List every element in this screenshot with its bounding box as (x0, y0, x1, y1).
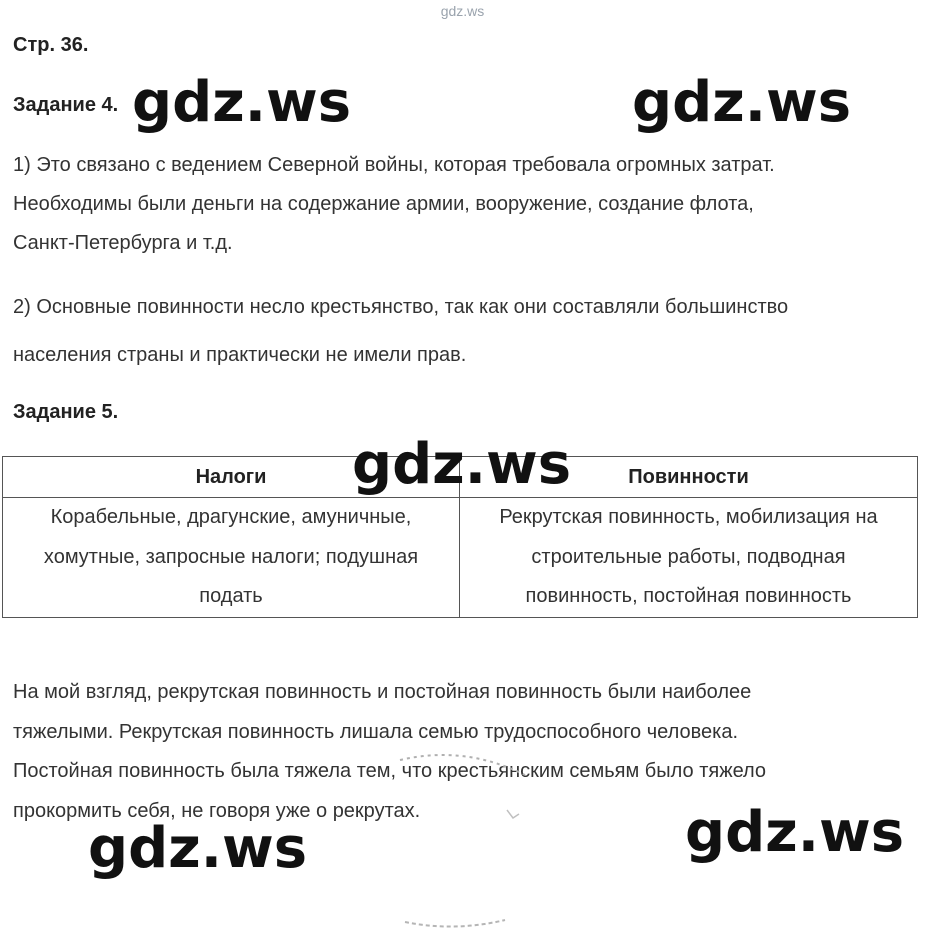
column-header-taxes: Налоги (3, 457, 460, 498)
cell-line: хомутные, запросные налоги; подушная (43, 545, 419, 568)
text-line: населения страны и практически не имели прав. (13, 344, 467, 366)
text-line: 2) Основные повинности несло крестьянство, так как они составляли большинство (13, 296, 789, 318)
column-header-duties: Повинности (460, 457, 918, 498)
cell-line: повинность, постойная повинность (525, 585, 852, 607)
text-line: Постойная повинность была тяжела тем, что крестьянским семьям было тяжело (13, 760, 767, 782)
page-title: Стр. 36. (13, 34, 89, 56)
watermark: gdz.ws (352, 432, 572, 497)
watermark: gdz.ws (88, 816, 308, 881)
top-watermark-link[interactable]: gdz.ws (440, 3, 485, 19)
cell-line: строительные работы, подводная (531, 545, 846, 568)
cell-line: подать (199, 585, 263, 607)
text-line: Санкт-Петербурга и т.д. (13, 232, 233, 254)
task4-heading: Задание 4. (13, 94, 119, 116)
task4-answer-2 (13, 283, 913, 379)
taxes-cell (3, 498, 460, 618)
watermark: gdz.ws (685, 800, 905, 865)
text-line: прокормить себя, не говоря уже о рекрутах. (13, 799, 421, 822)
text-line: тяжелыми. Рекрутская повинность лишала семью трудоспособного человека. (13, 720, 739, 743)
cell-line: Корабельные, драгунские, амуничные, (50, 506, 412, 528)
text-line: 1) Это связано с ведением Северной войны, которая требовала огромных затрат. (13, 154, 775, 176)
watermark: gdz.ws (632, 70, 852, 135)
task4-answer-1 (13, 146, 913, 263)
task5-heading: Задание 5. (13, 401, 119, 423)
duties-cell (460, 498, 918, 618)
cell-line: Рекрутская повинность, мобилизация на (499, 506, 878, 528)
text-line: Необходимы были деньги на содержание армии, вооружение, создание флота, (13, 193, 754, 215)
table-row (3, 498, 918, 618)
watermark: gdz.ws (132, 70, 352, 135)
text-line: На мой взгляд, рекрутская повинность и постойная повинность были наиболее (13, 681, 752, 703)
